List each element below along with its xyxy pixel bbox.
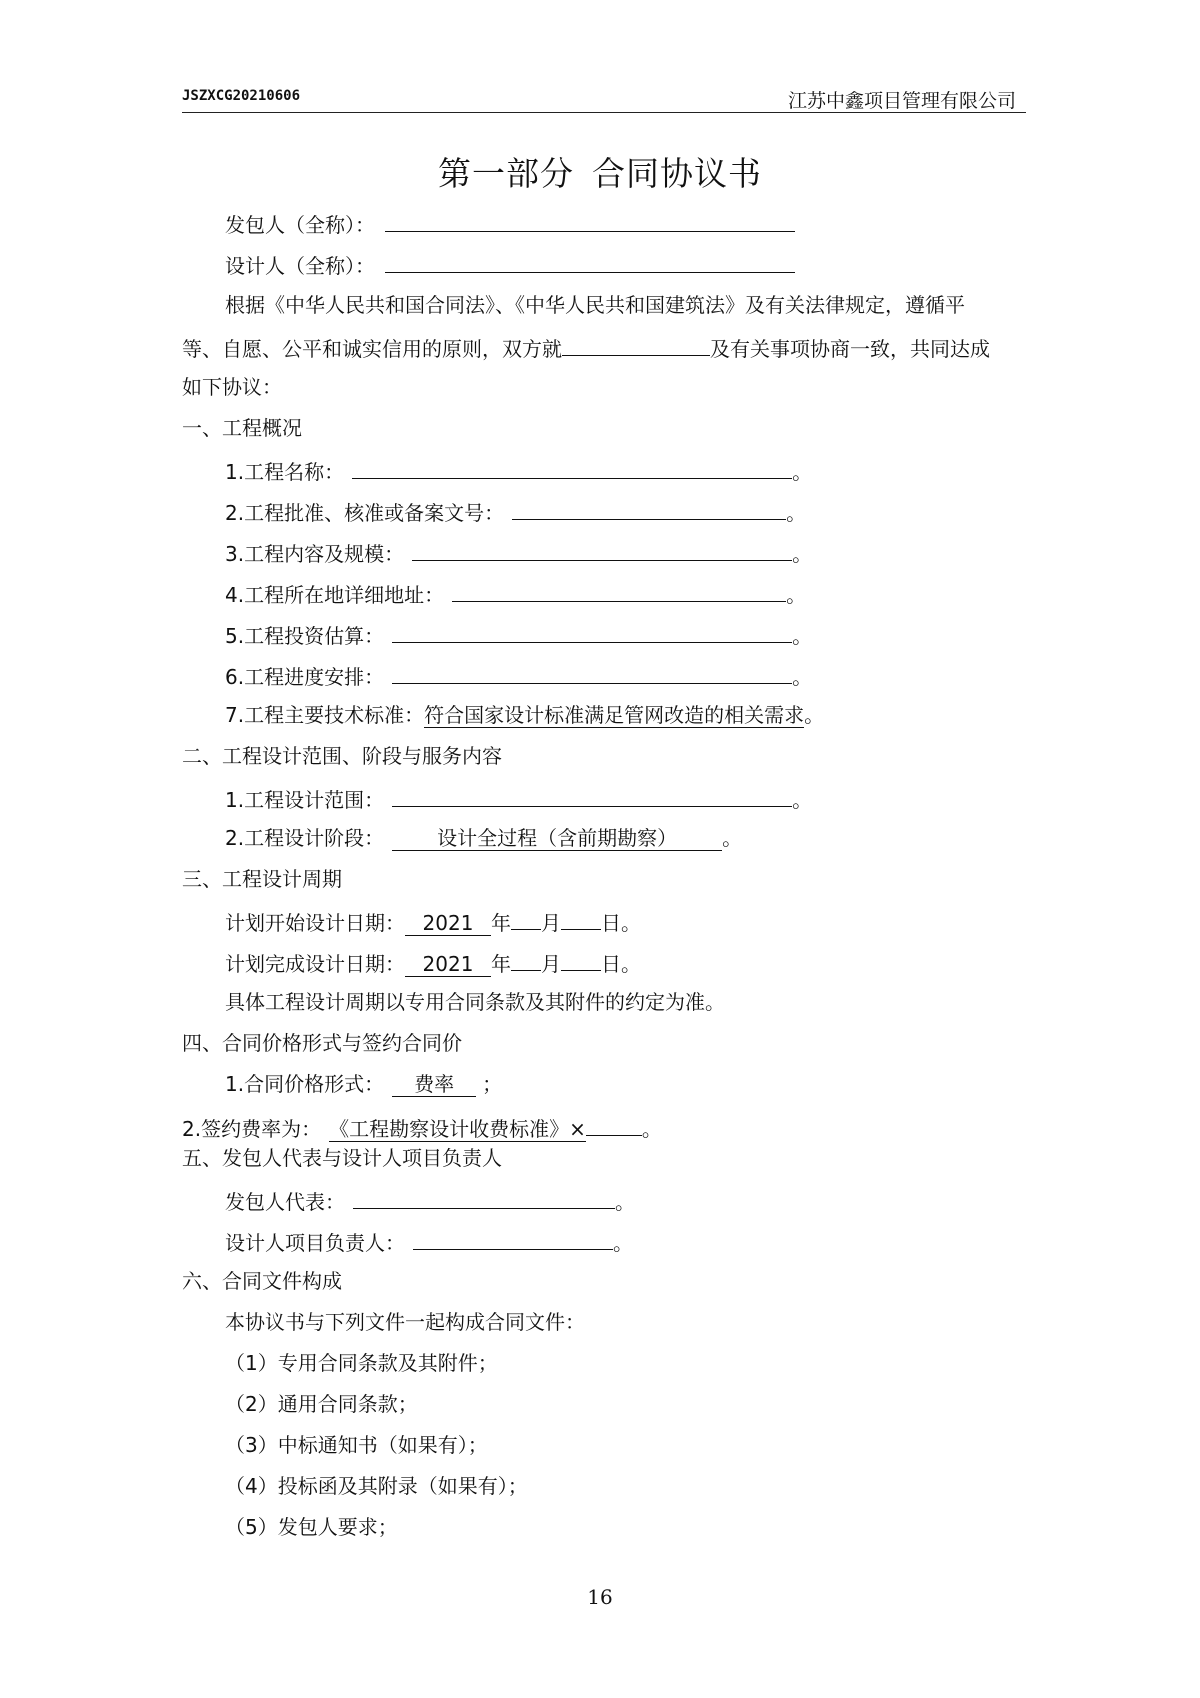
contract-doc-item: （1）专用合同条款及其附件； — [225, 1351, 498, 1375]
month-unit: 月 — [541, 952, 561, 976]
designer-line — [225, 251, 795, 278]
end-date-line — [225, 949, 641, 977]
project-lead-blank[interactable] — [413, 1228, 613, 1250]
s1-item-1-blank[interactable] — [352, 457, 792, 479]
period: 。 — [722, 826, 743, 850]
month-unit: 月 — [541, 911, 561, 935]
section-2-heading: 二、工程设计范围、阶段与服务内容 — [182, 744, 502, 768]
s1-item-6-label: 6.工程进度安排： — [225, 665, 385, 689]
s2-item-1 — [225, 785, 812, 812]
period: 。 — [792, 542, 813, 566]
contract-doc-item: （5）发包人要求； — [225, 1515, 398, 1539]
day-unit: 日。 — [601, 952, 641, 976]
page-number: 16 — [587, 1585, 613, 1609]
section-1-heading: 一、工程概况 — [182, 416, 302, 440]
period: 。 — [792, 624, 813, 648]
section-4-heading: 四、合同价格形式与签约合同价 — [182, 1031, 462, 1055]
s2-item-2 — [225, 826, 742, 851]
period-note: 具体工程设计周期以专用合同条款及其附件的约定为准。 — [225, 990, 725, 1014]
end-month-blank[interactable] — [511, 949, 541, 971]
employer-blank[interactable] — [385, 210, 795, 232]
period: 。 — [804, 703, 825, 727]
start-month-blank[interactable] — [511, 908, 541, 930]
s1-item-3 — [225, 539, 812, 566]
s1-item-1 — [225, 457, 812, 484]
section-3-heading: 三、工程设计周期 — [182, 867, 342, 891]
page-header — [182, 86, 1026, 113]
s1-item-5 — [225, 621, 812, 648]
end-date-label: 计划完成设计日期： — [225, 952, 405, 976]
s1-item-4-label: 4.工程所在地详细地址： — [225, 583, 445, 607]
s1-item-6 — [225, 662, 812, 689]
contract-doc-item: （3）中标通知书（如果有）； — [225, 1433, 488, 1457]
employer-rep-blank[interactable] — [353, 1187, 615, 1209]
section-6-heading: 六、合同文件构成 — [182, 1269, 342, 1293]
s1-item-6-blank[interactable] — [392, 662, 792, 684]
period: 。 — [641, 1117, 662, 1141]
period: 。 — [792, 665, 813, 689]
subject-blank[interactable] — [562, 334, 710, 356]
s5-rep-line — [225, 1187, 635, 1214]
contract-doc-item: （4）投标函及其附录（如果有）； — [225, 1474, 528, 1498]
tech-standard-value[interactable]: 符合国家设计标准满足管网改造的相关需求 — [424, 703, 805, 727]
designer-label: 设计人（全称）： — [225, 254, 375, 278]
contract-doc-item: （2）通用合同条款； — [225, 1392, 418, 1416]
employer-rep-label: 发包人代表： — [225, 1190, 345, 1214]
s1-item-5-blank[interactable] — [392, 621, 792, 643]
intro-text-b: 及有关事项协商一致，共同达成 — [710, 337, 990, 361]
employer-label: 发包人（全称）： — [225, 213, 375, 237]
s5-lead-line — [225, 1228, 633, 1255]
s6-intro: 本协议书与下列文件一起构成合同文件： — [225, 1310, 585, 1334]
price-form-label: 1.合同价格形式： — [225, 1072, 385, 1096]
period: 。 — [615, 1190, 635, 1214]
page-title — [0, 148, 1200, 195]
year-unit: 年 — [491, 952, 511, 976]
s1-item-5-label: 5.工程投资估算： — [225, 624, 385, 648]
end-day-blank[interactable] — [561, 949, 601, 971]
section-5-heading: 五、发包人代表与设计人项目负责人 — [182, 1146, 502, 1170]
s1-item-2 — [225, 498, 806, 525]
document-code: JSZXCG20210606 — [182, 88, 301, 104]
start-date-label: 计划开始设计日期： — [225, 911, 405, 935]
company-name: 江苏中鑫项目管理有限公司 — [787, 90, 1016, 112]
s1-item-2-label: 2.工程批准、核准或备案文号： — [225, 501, 505, 525]
period: 。 — [792, 460, 813, 484]
s1-item-1-label: 1.工程名称： — [225, 460, 345, 484]
day-unit: 日。 — [601, 911, 641, 935]
fee-rate-label: 2.签约费率为： — [182, 1117, 322, 1141]
intro-text-a: 等、自愿、公平和诚实信用的原则，双方就 — [182, 337, 562, 361]
s1-item-7-label: 7.工程主要技术标准： — [225, 703, 425, 727]
start-day-blank[interactable] — [561, 908, 601, 930]
semicolon: ； — [482, 1072, 503, 1096]
start-year[interactable]: 2021 — [405, 911, 491, 936]
fee-rate-blank[interactable] — [586, 1114, 642, 1136]
project-lead-label: 设计人项目负责人： — [225, 1231, 405, 1255]
s2-item-2-label: 2.工程设计阶段： — [225, 826, 385, 850]
s1-item-3-label: 3.工程内容及规模： — [225, 542, 405, 566]
title-name: 合同协议书 — [592, 154, 762, 193]
year-unit: 年 — [491, 911, 511, 935]
design-stage-value[interactable]: 设计全过程（含前期勘察） — [392, 826, 722, 851]
intro-line-1: 根据《中华人民共和国合同法》、《中华人民共和国建筑法》及有关法律规定，遵循平 — [225, 293, 965, 317]
s4-item-2 — [182, 1114, 662, 1141]
s4-item-1 — [225, 1072, 502, 1097]
s2-item-1-blank[interactable] — [392, 785, 792, 807]
fee-rate-value[interactable]: 《工程勘察设计收费标准》× — [329, 1117, 586, 1141]
price-form-value[interactable]: 费率 — [392, 1072, 476, 1097]
s1-item-2-blank[interactable] — [512, 498, 786, 520]
period: 。 — [786, 501, 807, 525]
s1-item-3-blank[interactable] — [412, 539, 792, 561]
intro-line-2 — [182, 334, 990, 361]
designer-blank[interactable] — [385, 251, 795, 273]
period: 。 — [786, 583, 807, 607]
end-year[interactable]: 2021 — [405, 952, 491, 977]
period: 。 — [792, 788, 813, 812]
s1-item-7 — [225, 703, 824, 727]
title-part: 第一部分 — [438, 154, 574, 193]
employer-line — [225, 210, 795, 237]
s2-item-1-label: 1.工程设计范围： — [225, 788, 385, 812]
intro-line-3: 如下协议： — [182, 375, 282, 399]
s1-item-4-blank[interactable] — [452, 580, 786, 602]
start-date-line — [225, 908, 641, 936]
s1-item-4 — [225, 580, 806, 607]
period: 。 — [613, 1231, 633, 1255]
